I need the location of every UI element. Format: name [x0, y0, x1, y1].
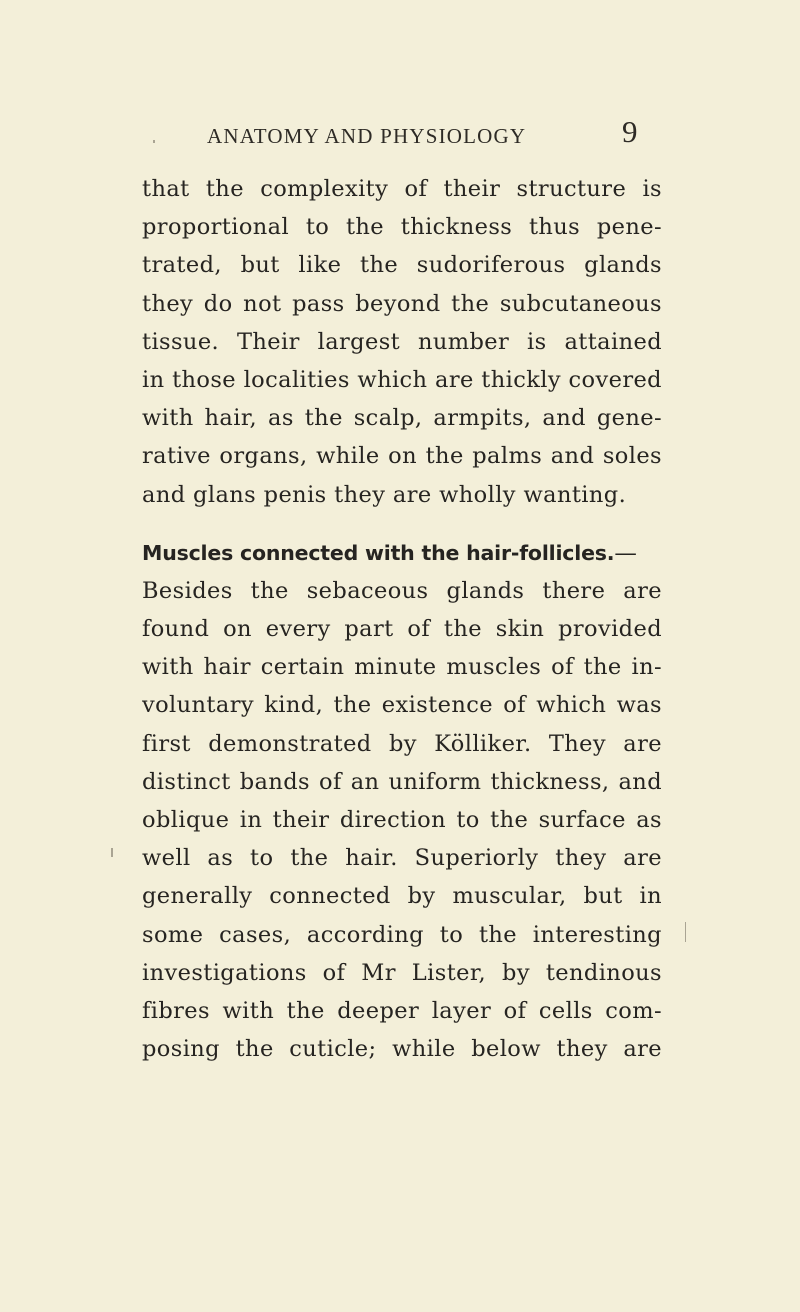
- print-speck: [685, 922, 686, 942]
- text-line: rative organs, while on the palms and soles: [142, 443, 662, 470]
- text-line: that the complexity of their structure is: [142, 176, 662, 202]
- text-line: proportional to the thickness thus pene-: [142, 214, 662, 241]
- text-line: distinct bands of an uniform thickness, and: [142, 768, 662, 795]
- section-heading-line: [142, 534, 662, 572]
- text-line: generally connected by muscular, but in: [142, 883, 662, 910]
- text-line: with hair, as the scalp, armpits, and gene-: [142, 405, 662, 432]
- paragraph-gap: [142, 514, 662, 534]
- text-line: they do not pass beyond the subcutaneous: [142, 290, 662, 317]
- text-line: first demonstrated by Kölliker. They are: [142, 730, 662, 757]
- running-title: ANATOMY AND PHYSIOLOGY: [207, 124, 527, 148]
- text-line: posing the cuticle; while below they are: [142, 1036, 662, 1063]
- text-line: Besides the sebaceous glands there are: [142, 577, 662, 604]
- print-speck: [153, 140, 155, 143]
- text-line: well as to the hair. Superiorly they are: [142, 845, 662, 872]
- paragraph-1: [142, 170, 662, 514]
- text-line: oblique in their direction to the surface as: [142, 807, 662, 833]
- heading-dash: —: [614, 539, 638, 566]
- text-line: trated, but like the sudoriferous glands: [142, 252, 662, 279]
- running-head: [0, 116, 800, 156]
- text-line: and glans penis they are wholly wanting.: [142, 481, 627, 508]
- print-speck: [111, 848, 113, 857]
- text-line: fibres with the deeper layer of cells com-: [142, 997, 662, 1024]
- text-line: in those localities which are thickly covered: [142, 366, 662, 393]
- page-number: 9: [622, 114, 638, 149]
- paragraph-2: [142, 534, 662, 1069]
- text-line: tissue. Their largest number is attained: [142, 328, 662, 355]
- text-line: voluntary kind, the existence of which was: [142, 692, 662, 719]
- section-heading: Muscles connected with the hair-follicles.: [142, 540, 615, 565]
- text-line: found on every part of the skin provided: [142, 616, 662, 643]
- text-line: with hair certain minute muscles of the in-: [142, 654, 662, 681]
- body-text: [142, 170, 662, 1068]
- text-line: investigations of Mr Lister, by tendinous: [142, 959, 662, 986]
- text-line: some cases, according to the interesting: [142, 921, 662, 948]
